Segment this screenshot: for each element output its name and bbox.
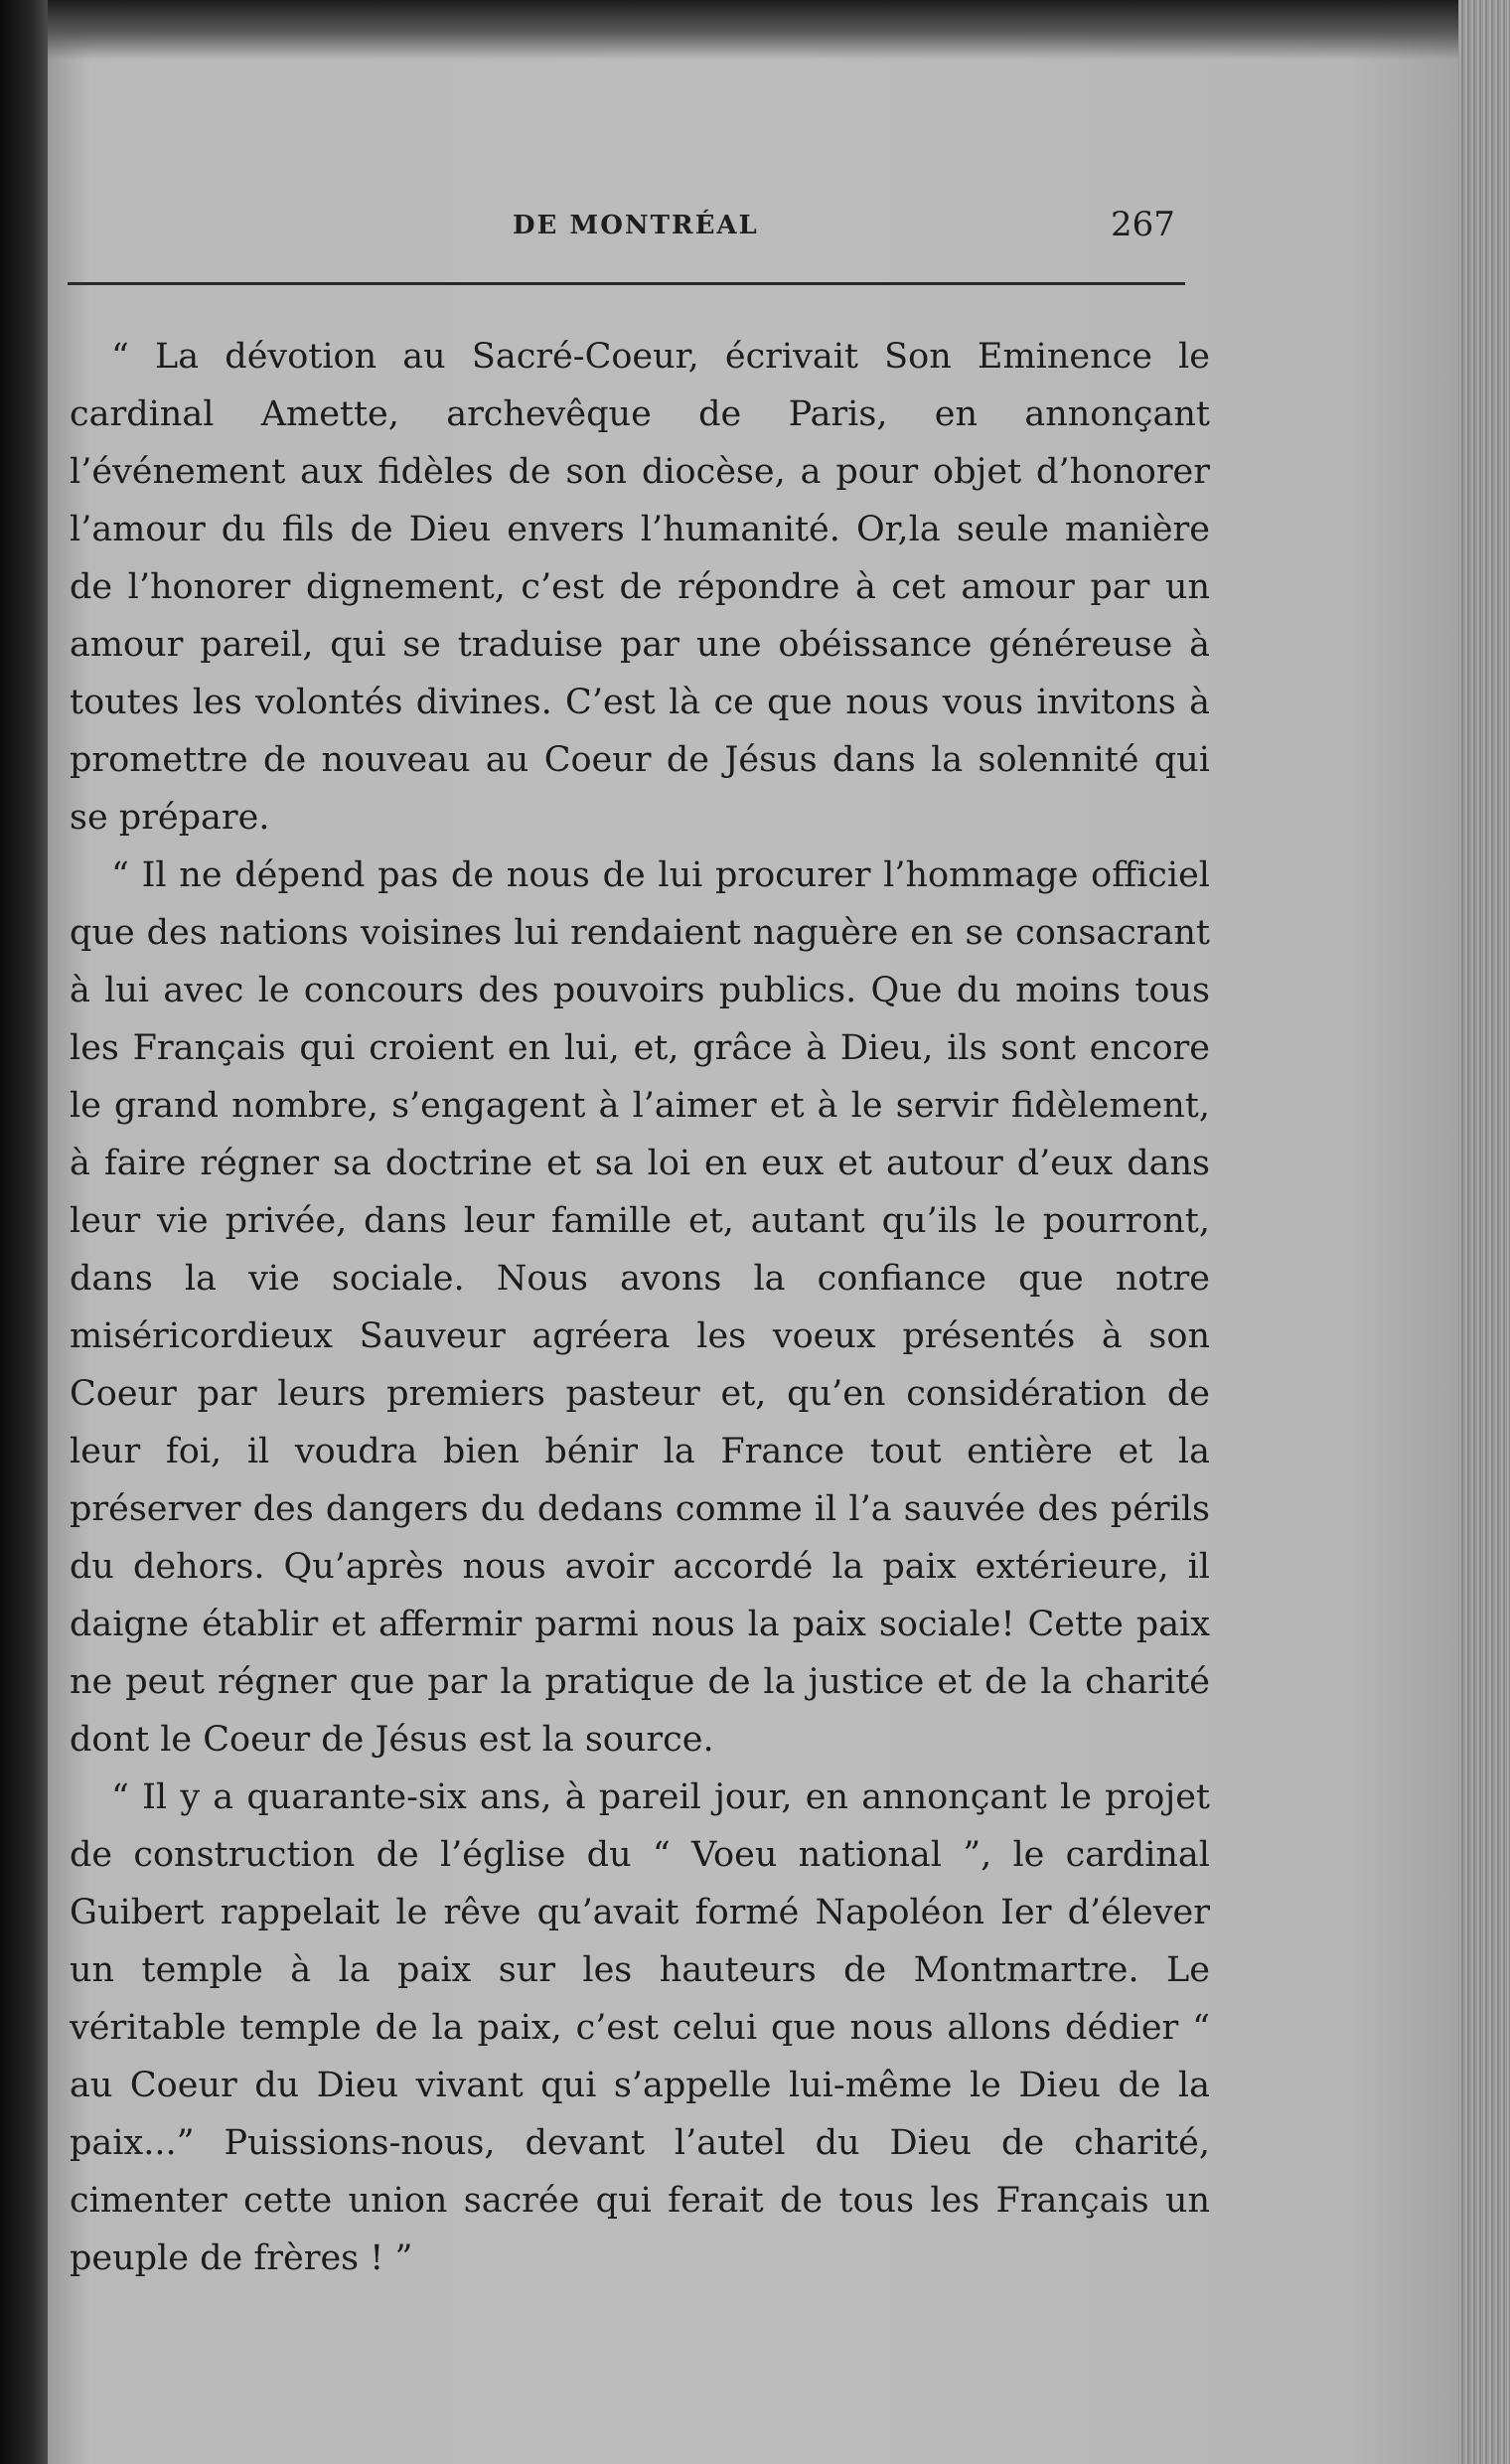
paragraph: “ La dévotion au Sacré-Coeur, écrivait Son Eminence le cardinal Amette, archevêque de Paris, en annonçant l’événement aux fidèles de son diocèse, a pour objet d’honorer l’amour du fils de Dieu envers l’humanité. Or,la seule manière de l’honorer dignement, c’est de répondre à cet amour par un amour pareil, qui se traduise par une obéissance généreuse à toutes les volontés divines. C’est là ce que nous vous invitons à promettre de nouveau au Coeur de Jésus dans la solennité qui se prépare. bbox=[70, 337, 1210, 838]
body-text bbox=[70, 328, 1210, 2287]
page-edges bbox=[1458, 0, 1510, 2464]
page-number: 267 bbox=[1111, 205, 1175, 244]
header-rule bbox=[68, 282, 1185, 285]
left-binding-edge bbox=[0, 0, 48, 2464]
paragraph: “ Il ne dépend pas de nous de lui procurer l’hommage officiel que des nations voisines lui rendaient naguère en se consacrant à lui avec le concours des pouvoirs publics. Que du moins tous les Français qui croient en lui, et, grâce à Dieu, ils sont encore le grand nombre, s’engagent à l’aimer et à le servir fidèlement, à faire régner sa doctrine et sa loi en eux et autour d’eux dans leur vie privée, dans leur famille et, autant qu’ils le pourront, dans la vie sociale. Nous avons la confiance que notre miséricordieux Sauveur agréera les voeux présentés à son Coeur par leurs premiers pasteur et, qu’en considération de leur foi, il voudra bien bénir la France tout entière et la préserver des dangers du dedans comme il l’a sauvée des périls du dehors. Qu’après nous avoir accordé la paix extérieure, il daigne établir et affermir parmi nous la paix sociale! Cette paix ne peut régner que par la pratique de la justice et de la charité dont le Coeur de Jésus est la source. bbox=[70, 855, 1210, 1760]
running-title: DE MONTRÉAL bbox=[513, 211, 759, 240]
book-page bbox=[48, 0, 1458, 2464]
paragraph: “ Il y a quarante-six ans, à pareil jour, en annonçant le projet de construction de l’église du “ Voeu national ”, le cardinal Guibert rappelait le rêve qu’avait formé Napoléon Ier d’élever un temple à la paix sur les hauteurs de Montmartre. Le véritable temple de la paix, c’est celui que nous allons dédier “ au Coeur du Dieu vivant qui s’appelle lui-même le Dieu de la paix...” Puissions-nous, devant l’autel du Dieu de charité, cimenter cette union sacrée qui ferait de tous les Français un peuple de frères ! ” bbox=[70, 1777, 1210, 2278]
running-head bbox=[48, 205, 1458, 250]
top-shadow bbox=[48, 0, 1458, 60]
